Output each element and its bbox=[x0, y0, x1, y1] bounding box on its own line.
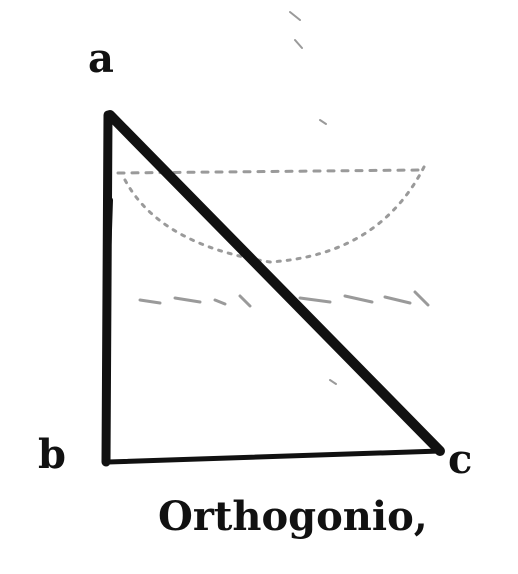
right-triangle bbox=[106, 115, 440, 462]
side-bc-horizontal bbox=[108, 451, 440, 462]
side-ab-vertical bbox=[106, 115, 108, 462]
bleed-through-marks bbox=[118, 12, 428, 384]
vertex-label-a: a bbox=[88, 35, 114, 82]
vertex-label-b: b bbox=[38, 431, 66, 478]
figure-caption: Orthogonio, bbox=[158, 493, 428, 540]
vertex-label-c: c bbox=[448, 436, 473, 483]
side-ac-hypotenuse bbox=[110, 115, 440, 451]
side-ab-thickening bbox=[108, 200, 110, 260]
